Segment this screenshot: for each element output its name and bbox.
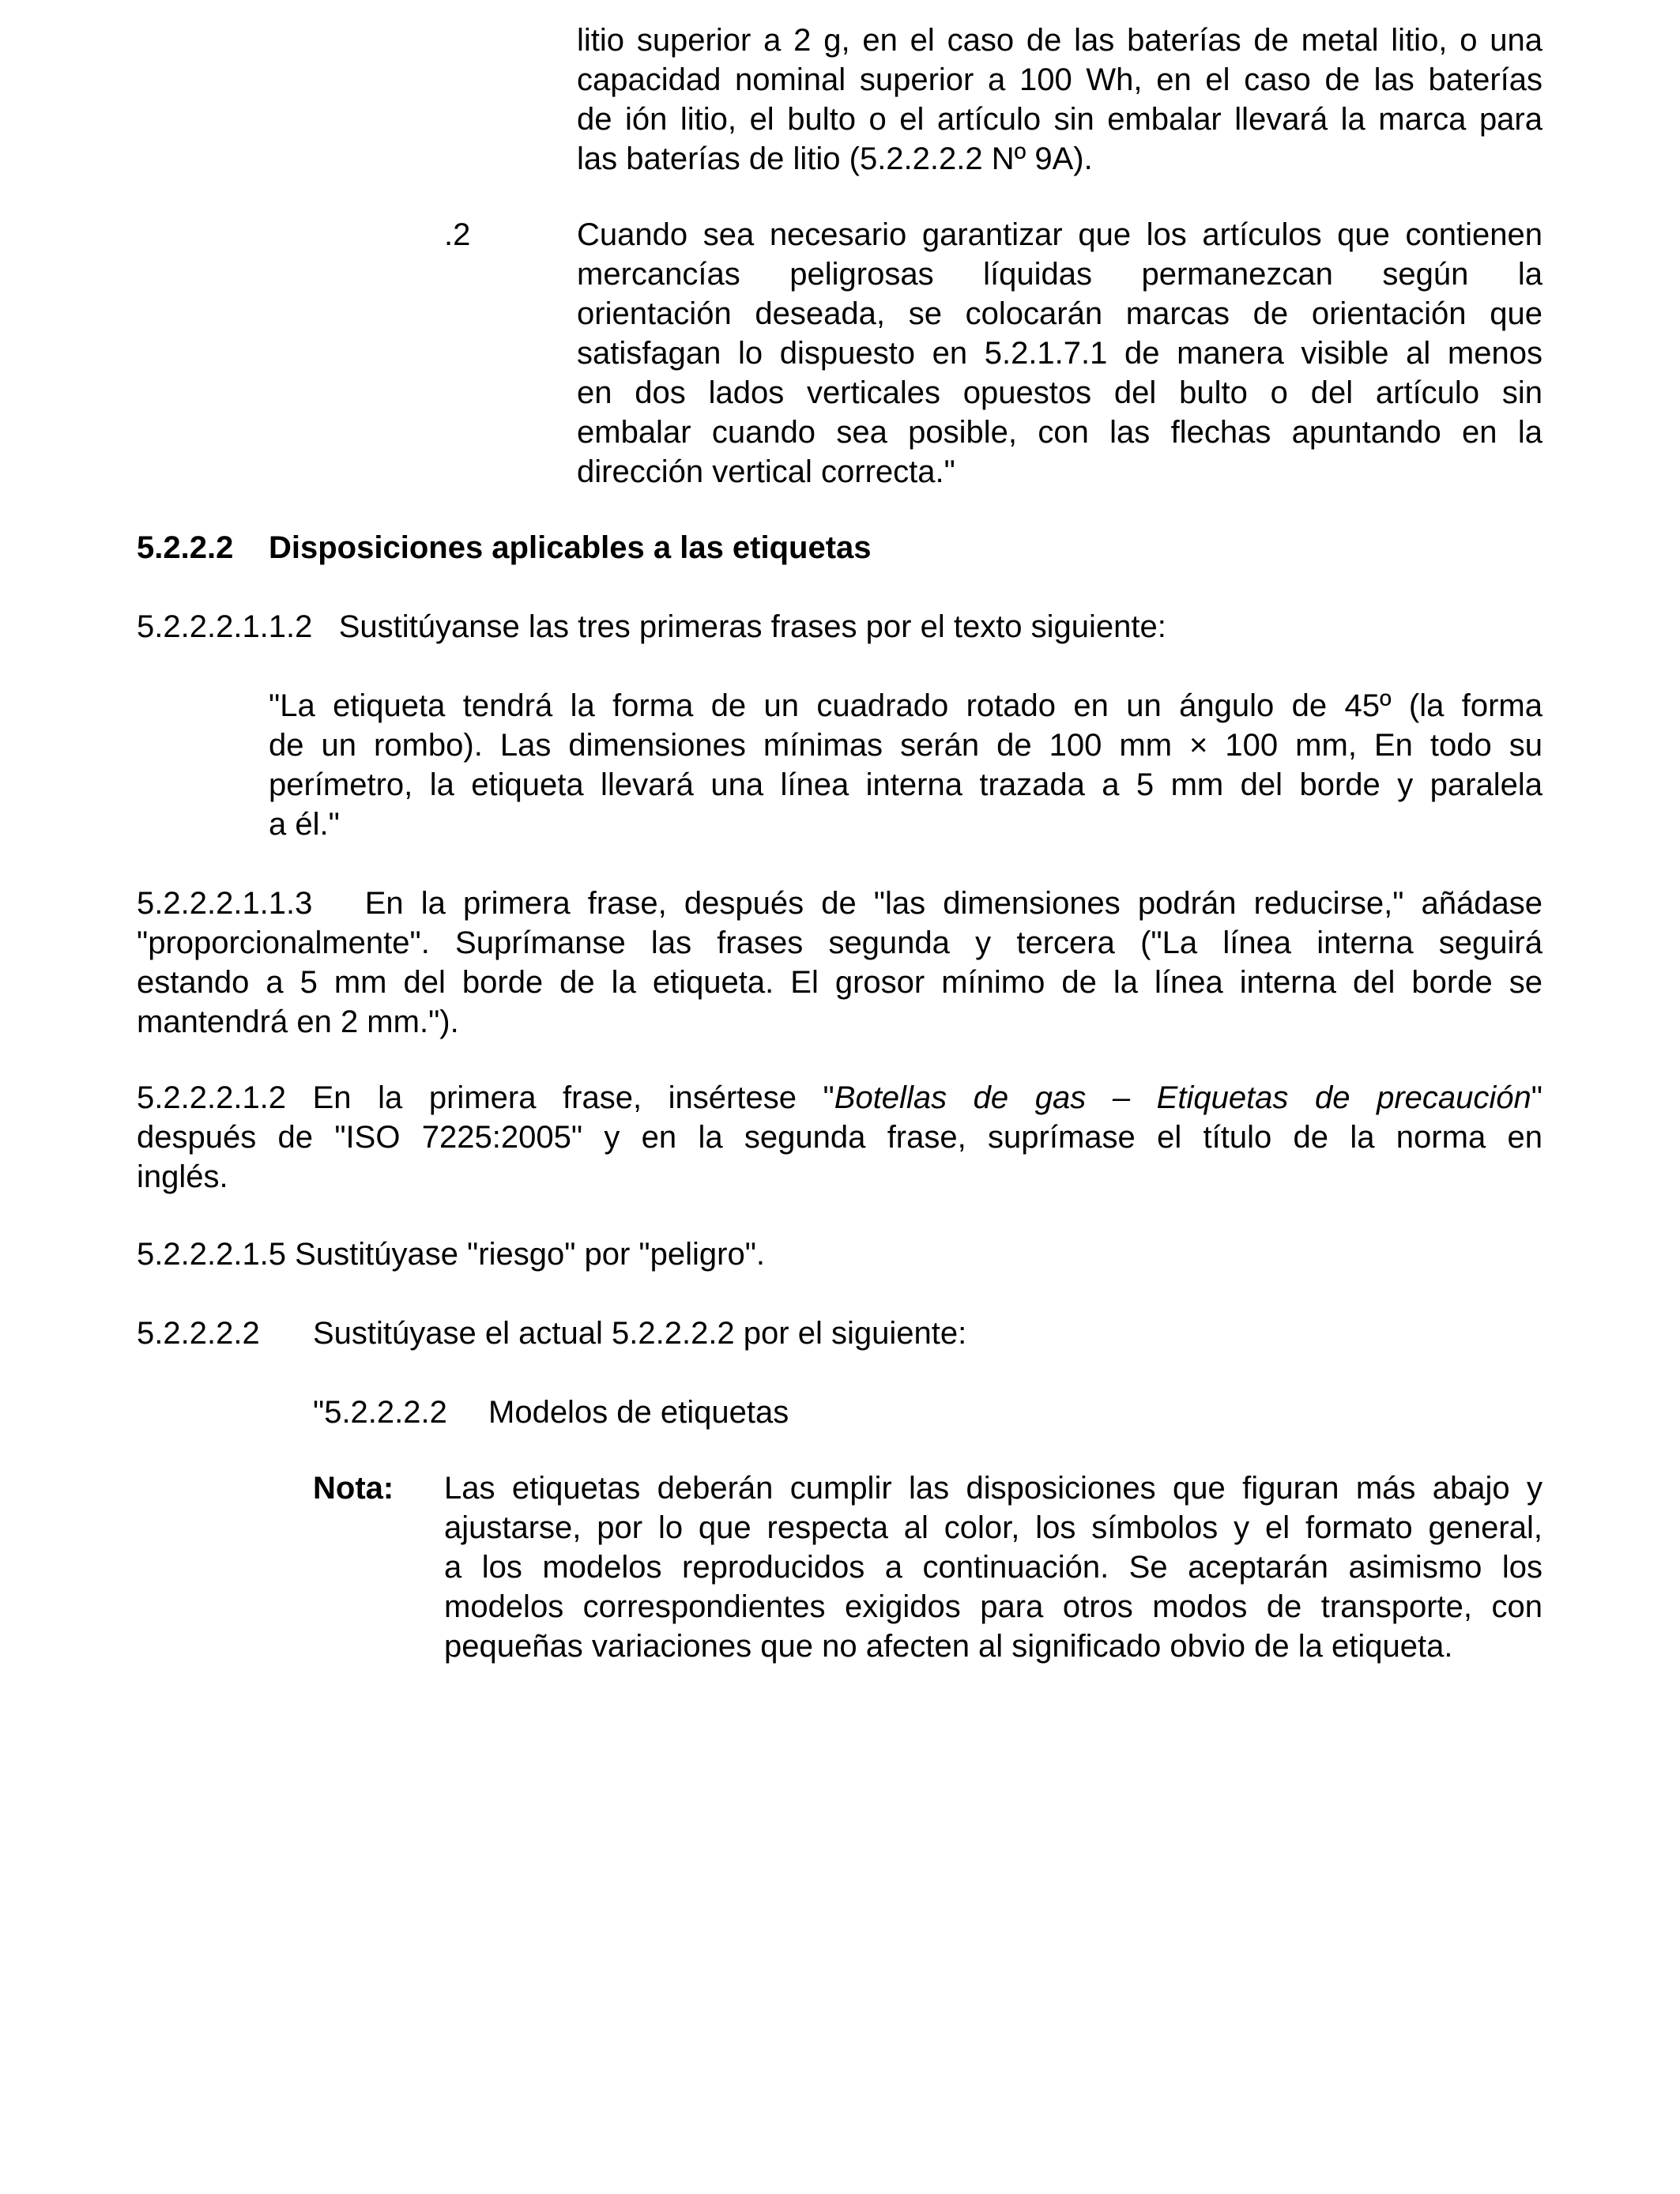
text-line: de un rombo). Las dimensiones mínimas serán de 100 mm × 100 mm, En todo su — [269, 728, 1543, 763]
note-paragraph — [444, 1468, 1543, 1666]
lithium-paragraph — [577, 21, 1543, 179]
text-line: "La etiqueta tendrá la forma de un cuadrado rotado en un ángulo de 45º (la forma — [269, 688, 1543, 723]
amendment-line: 5.2.2.2.1.5 Sustitúyase "riesgo" por "peligro". — [137, 1237, 766, 1272]
amendment-line: Sustitúyase el actual 5.2.2.2.2 por el siguiente: — [313, 1316, 967, 1351]
text-segment: " — [1531, 1080, 1543, 1115]
text-line: estando a 5 mm del borde de la etiqueta. El grosor mínimo de la línea interna del borde se — [137, 965, 1543, 1000]
text-line: modelos correspondientes exigidos para otros modos de transporte, con — [444, 1589, 1543, 1624]
text-line: capacidad nominal superior a 100 Wh, en el caso de las baterías — [577, 62, 1543, 97]
text-line: perímetro, la etiqueta llevará una línea interna trazada a 5 mm del borde y paralela — [269, 767, 1543, 802]
amendment-paragraph — [137, 1078, 1543, 1197]
subsection-number: "5.2.2.2.2 — [313, 1395, 447, 1430]
text-line: pequeñas variaciones que no afecten al significado obvio de la etiqueta. — [444, 1629, 1453, 1664]
section-title: Disposiciones aplicables a las etiquetas — [269, 530, 872, 565]
text-line — [137, 1078, 1543, 1118]
text-line: satisfagan lo dispuesto en 5.2.1.7.1 de manera visible al menos — [577, 336, 1543, 371]
text-line: dirección vertical correcta." — [577, 454, 955, 489]
item-2-paragraph — [577, 215, 1543, 492]
text-line: litio superior a 2 g, en el caso de las baterías de metal litio, o una — [577, 23, 1543, 58]
amendment-paragraph — [137, 884, 1543, 1042]
text-line: ajustarse, por lo que respecta al color, los símbolos y el formato general, — [444, 1510, 1543, 1545]
note-label: Nota: — [313, 1471, 394, 1506]
text-line: orientación deseada, se colocarán marcas de orientación que — [577, 296, 1543, 331]
text-line: mantendrá en 2 mm."). — [137, 1005, 459, 1039]
text-line: en dos lados verticales opuestos del bulto o del artículo sin — [577, 375, 1543, 410]
text-line: 5.2.2.2.1.1.3 En la primera frase, después de "las dimensiones podrán reducirse," añádase — [137, 886, 1543, 921]
amendment-number: 5.2.2.2.2 — [137, 1316, 260, 1351]
quoted-paragraph — [269, 686, 1543, 844]
text-line: embalar cuando sea posible, con las flechas apuntando en la — [577, 415, 1543, 450]
text-line: a los modelos reproducidos a continuación. Se aceptarán asimismo los — [444, 1550, 1543, 1585]
item-number: .2 — [444, 217, 471, 252]
text-line: "proporcionalmente". Suprímanse las frases segunda y tercera ("La línea interna seguirá — [137, 925, 1543, 960]
text-line: a él." — [269, 807, 340, 842]
text-line: Las etiquetas deberán cumplir las disposiciones que figuran más abajo y — [444, 1471, 1543, 1506]
italic-title: Botellas de gas – Etiquetas de precaución — [834, 1080, 1531, 1115]
text-line: inglés. — [137, 1159, 228, 1194]
text-segment: 5.2.2.2.1.2 En la primera frase, insértese " — [137, 1080, 834, 1115]
text-line: después de "ISO 7225:2005" y en la segunda frase, suprímase el título de la norma en — [137, 1120, 1543, 1155]
text-line: las baterías de litio (5.2.2.2.2 Nº 9A). — [577, 141, 1093, 176]
section-number: 5.2.2.2 — [137, 530, 234, 565]
subsection-title: Modelos de etiquetas — [488, 1395, 789, 1430]
amendment-line: 5.2.2.2.1.1.2 Sustitúyanse las tres primeras frases por el texto siguiente: — [137, 609, 1166, 644]
text-line: mercancías peligrosas líquidas permanezcan según la — [577, 257, 1543, 292]
text-line: Cuando sea necesario garantizar que los artículos que contienen — [577, 217, 1543, 252]
text-line: de ión litio, el bulto o el artículo sin embalar llevará la marca para — [577, 102, 1543, 137]
